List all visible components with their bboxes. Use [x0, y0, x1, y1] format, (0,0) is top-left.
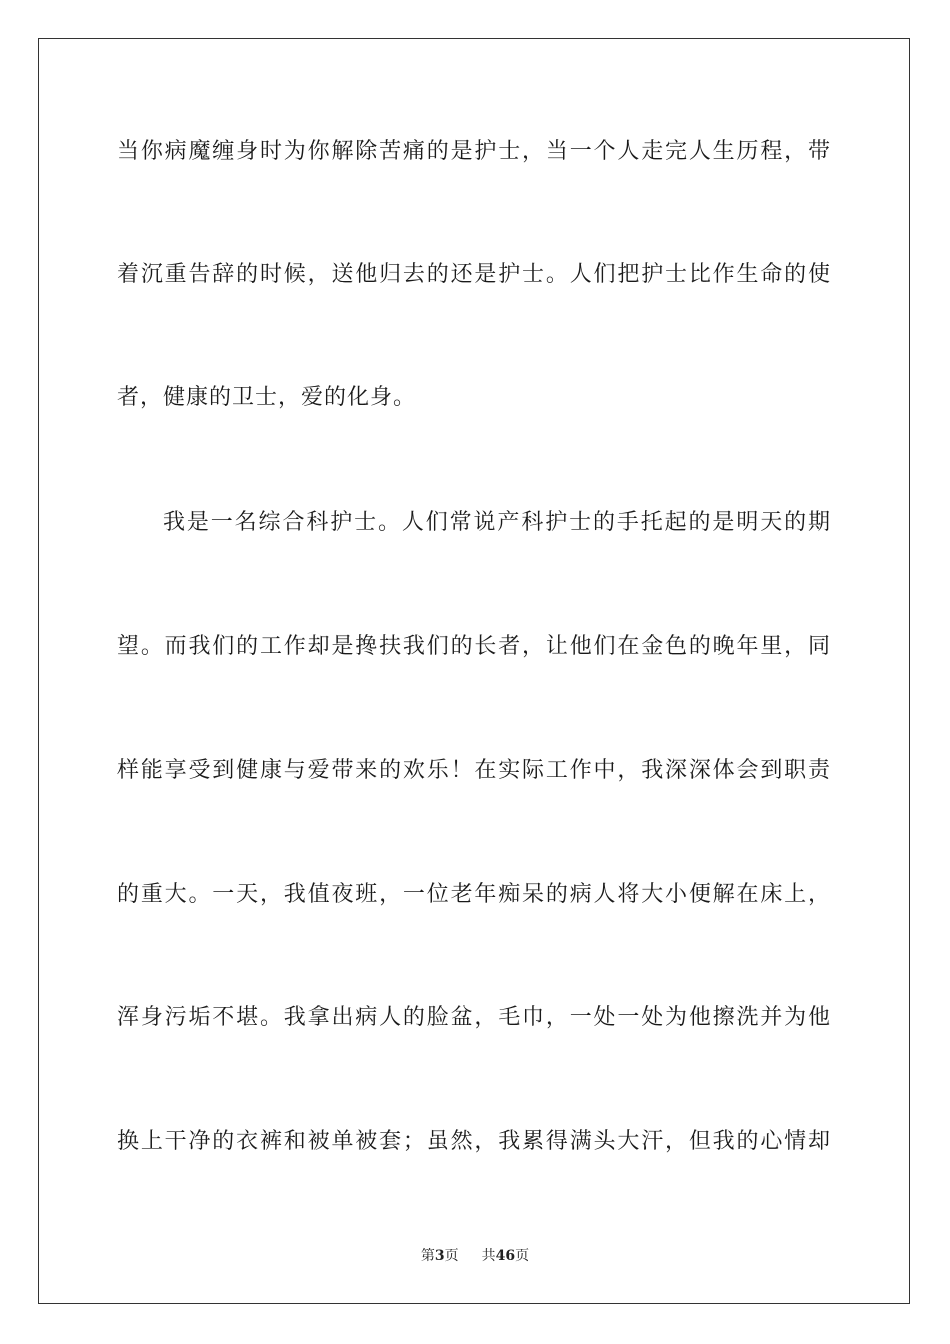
total-label-prefix: 共 — [481, 1248, 496, 1264]
current-page-number: 3 — [434, 1248, 445, 1264]
paragraph-line-9: 换上干净的衣裤和被单被套；虽然，我累得满头大汗，但我的心情却 — [117, 1129, 831, 1154]
paragraph-line-6: 样能享受到健康与爱带来的欢乐！在实际工作中，我深深体会到职责 — [117, 758, 831, 783]
page-frame — [38, 38, 910, 1304]
paragraph-line-3: 者，健康的卫士，爱的化身。 — [117, 385, 417, 410]
page-label-suffix: 页 — [444, 1248, 459, 1264]
paragraph-line-5: 望。而我们的工作却是搀扶我们的长者，让他们在金色的晚年里，同 — [117, 634, 831, 659]
paragraph-line-8: 浑身污垢不堪。我拿出病人的脸盆，毛巾，一处一处为他擦洗并为他 — [117, 1005, 831, 1030]
page-footer — [0, 1246, 950, 1266]
paragraph-line-7: 的重大。一天，我值夜班，一位老年痴呆的病人将大小便解在床上， — [117, 882, 831, 907]
total-pages-number: 46 — [495, 1248, 516, 1264]
paragraph-line-4: 我是一名综合科护士。人们常说产科护士的手托起的是明天的期 — [163, 510, 831, 535]
total-label-suffix: 页 — [515, 1248, 530, 1264]
page-label-prefix: 第 — [420, 1248, 435, 1264]
paragraph-line-1: 当你病魔缠身时为你解除苦痛的是护士，当一个人走完人生历程，带 — [117, 139, 831, 164]
paragraph-line-2: 着沉重告辞的时候，送他归去的还是护士。人们把护士比作生命的使 — [117, 262, 831, 287]
